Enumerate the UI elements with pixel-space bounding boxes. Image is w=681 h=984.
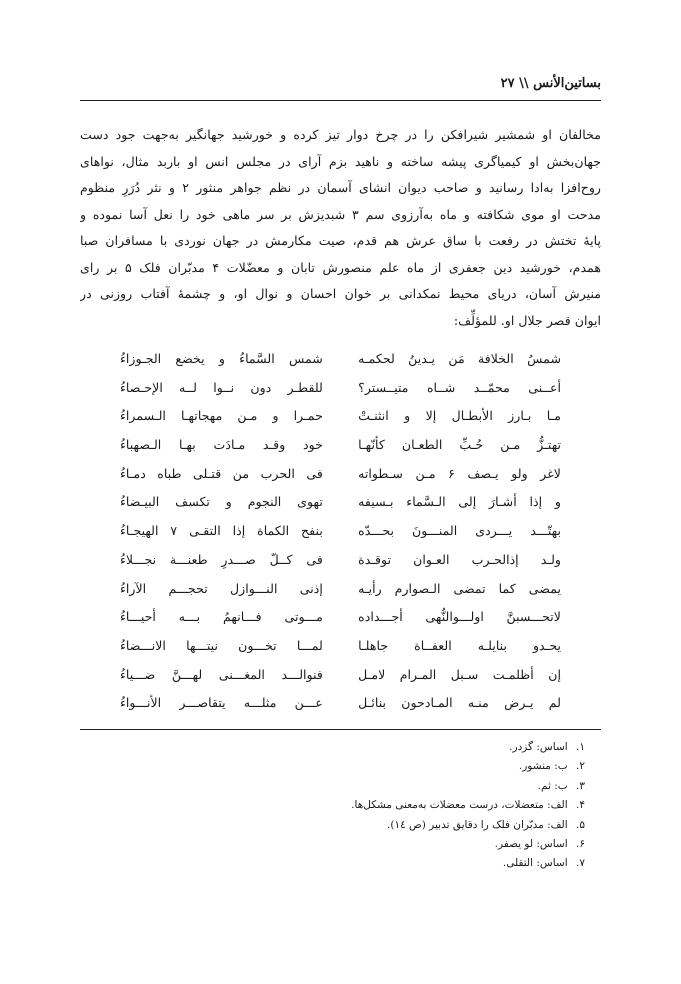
verse bbox=[120, 402, 561, 431]
verse bbox=[120, 460, 561, 489]
footnote-text: اساس: التقلی. bbox=[502, 857, 568, 870]
footnote-number: ۶. bbox=[576, 838, 585, 851]
prose-line: همدم، خورشید دین جعفری از ماه علم منصورش تابان و معضّلات ۴ مدبّران فلک ۵ بر رای bbox=[80, 259, 601, 275]
footnote-text: الف: متعضلات، درست معضلات به‌معنی مشکل‌ها. bbox=[351, 799, 568, 812]
second-hemistich: تهوی النجوم و تکسف البیـضاءُ bbox=[120, 494, 323, 510]
poem bbox=[120, 345, 561, 718]
footnote bbox=[80, 796, 601, 815]
footnote bbox=[80, 835, 601, 854]
footnote bbox=[80, 738, 601, 757]
footnote bbox=[80, 777, 601, 796]
second-hemistich: للقطـر دون نــوا لــه الإحـصاءُ bbox=[120, 379, 323, 395]
verse bbox=[120, 603, 561, 632]
prose-line: روح‌افزا به‌ادا رسانید و صاحب دیوان انشای آسمان در نظم جواهر منثور ۲ و نثر دُرَرِ منظوم bbox=[80, 180, 601, 195]
footnote-number: ۳. bbox=[576, 779, 585, 792]
prose-line: ایوان قصر جلال او. للمؤلِّف: bbox=[453, 312, 601, 328]
verse bbox=[120, 374, 561, 403]
verse bbox=[120, 661, 561, 690]
footnote-number: ۷. bbox=[576, 857, 585, 870]
footnote-number: ۵. bbox=[576, 818, 585, 831]
verse bbox=[120, 431, 561, 460]
footnote-text: ب: ثم. bbox=[537, 779, 568, 792]
first-hemistich: شمسُ الخلافة مَن یـدینُ لحکمـه bbox=[358, 351, 561, 366]
header-rule bbox=[80, 100, 601, 101]
verse bbox=[120, 546, 561, 575]
running-title: بساتین‌الأنس \\ ۲۷ bbox=[500, 76, 601, 91]
footnote-text: اساس: لو یصفر. bbox=[494, 838, 568, 851]
footnote-text: اساس: گزدر. bbox=[509, 741, 568, 753]
first-hemistich: لاتحـــسبنَّ اولـــوالنُّهی أجـــداده bbox=[358, 609, 561, 625]
second-hemistich: فنوالـــد المغـــنی لهـــنَّ ضـــیاءُ bbox=[120, 666, 323, 682]
first-hemistich: یحـدو بنایلـه العفــاة جاهلـا bbox=[358, 637, 561, 653]
footnote bbox=[80, 854, 601, 873]
footnote-number: ۲. bbox=[576, 760, 585, 773]
verse bbox=[120, 517, 561, 546]
prose-line: جهان‌بخش او کیمیاگری پیشه ساخته و ناهید بزم آرای در مجلس انس او باربد مثال، نواهای bbox=[80, 153, 601, 169]
prose-line: مخالفان او شمشیر شیرافکن را در چرخ دوار تیز کرده و خورشید جهانگیر به‌جهت جود دست bbox=[80, 127, 601, 142]
second-hemistich: شمس السَّماءُ و یخضع الجـوزاءُ bbox=[120, 351, 323, 366]
first-hemistich: أعــنی محمّــد شــاه متیــستر؟ bbox=[358, 379, 561, 395]
footnote bbox=[80, 816, 601, 835]
first-hemistich: تهتـزُّ مـن حُـبِّ الطعـان کأنّهـا bbox=[358, 437, 561, 453]
prose-line: پایهٔ تختش در رفعت با ساق عرش هم قدم، صیت مکارمش در جهان نوردی با مسافران صبا bbox=[80, 233, 601, 248]
footnote-text: ب: منشور. bbox=[518, 760, 568, 773]
footnote-number: ۱. bbox=[576, 741, 585, 753]
first-hemistich: یمضی کما تمضی الـصوارم رأیـه bbox=[358, 580, 561, 596]
second-hemistich: حمـرا و مـن مهجاتهـا الـسمراءُ bbox=[120, 408, 323, 424]
second-hemistich: لمـــا تخـــون نیتـــها الانـــضاءُ bbox=[120, 637, 323, 653]
first-hemistich: بهتّـــد یـــردی المنـــونَ بحـــدّه bbox=[358, 523, 561, 539]
second-hemistich: خود وقـد مـادَت بهـا الـصهباءُ bbox=[120, 437, 323, 453]
running-header bbox=[80, 76, 601, 100]
second-hemistich: بنفح الکماة إذا التقـی ۷ الهیجـاءُ bbox=[120, 523, 323, 539]
second-hemistich: فی کــلّ صـــدرِ طعنـــة نجـــلاءُ bbox=[120, 551, 323, 567]
prose-line: مدحت او موی شکافته و ماه به‌آرزوی سم ۳ شبدیزش بر سر ماهی خود را نعل آسا نموده و bbox=[80, 206, 601, 222]
footnotes bbox=[80, 738, 601, 874]
second-hemistich: إذنی النـــوازل تحجـــم الآراءُ bbox=[120, 580, 323, 596]
first-hemistich: مـا بـارز الأبطـال إلا و انثنـتْ bbox=[358, 408, 561, 424]
footnote bbox=[80, 757, 601, 776]
verse bbox=[120, 488, 561, 517]
second-hemistich: مـــوتی فـــانهمُ بـــه أحیـــاءُ bbox=[120, 609, 323, 625]
second-hemistich: عـــن مثلـــه یتقاصـــر الأنـــواءُ bbox=[120, 695, 323, 711]
footnote-text: الف: مدبّران فلک را دقایق تدبیر (ص ١٤). bbox=[387, 818, 568, 831]
footnote-number: ۴. bbox=[576, 799, 585, 812]
second-hemistich: فی الحرب من قتـلی طباه دمـاءُ bbox=[120, 465, 323, 481]
prose-line: منیرش آسان، دریای محیط نمکدانی بر خوان احسان و نوال او، و چشمهٔ آفتاب روزنی در bbox=[80, 286, 601, 301]
verse bbox=[120, 689, 561, 718]
footnote-rule bbox=[80, 729, 601, 730]
verse bbox=[120, 345, 561, 374]
first-hemistich: إن أظلمـت سـبل المـرام لامـل bbox=[358, 666, 561, 682]
verse bbox=[120, 575, 561, 604]
first-hemistich: و إذا أشـارَ إلی الـسَّماء بـسیفه bbox=[358, 494, 561, 510]
first-hemistich: لاغر ولو یـصف ۶ مـن سـطواته bbox=[358, 465, 561, 481]
verse bbox=[120, 632, 561, 661]
first-hemistich: ولـد إذالحـرب العـوان توقـدة bbox=[358, 551, 561, 567]
prose-paragraph bbox=[80, 122, 601, 334]
first-hemistich: لم یـرض منـه المـادحون بنائـل bbox=[358, 695, 561, 711]
